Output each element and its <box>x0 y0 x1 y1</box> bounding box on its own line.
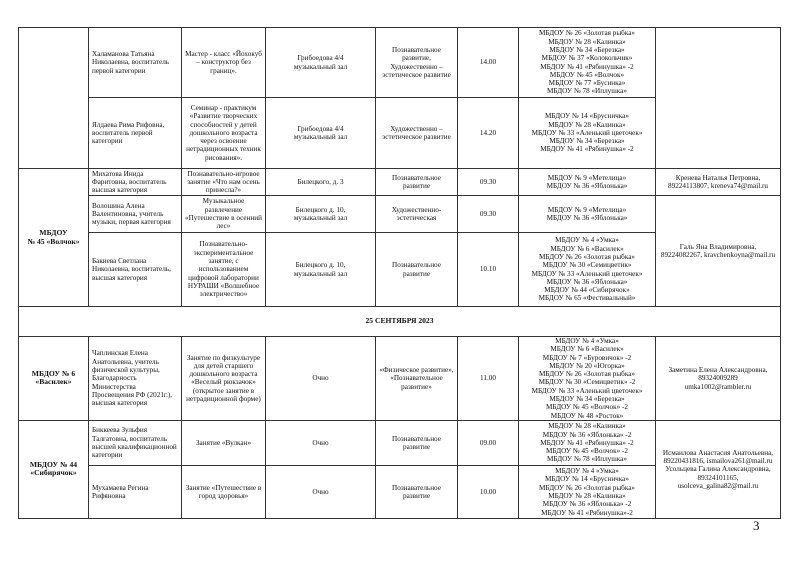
table-row <box>19 420 781 465</box>
event-cell: Семинар - практикум «Развитие творческих способностей у детей дошкольного возраста через освоение нетрадиционных техник рисования». <box>182 98 266 169</box>
event-cell: Занятие «Путешествие в город здоровья» <box>182 465 266 518</box>
event-cell: Занятие по физкультуре для детей старшего дошкольного возраста «Веселый рюкзачок» (открытое занятие в нетрадиционной форме) <box>182 337 266 421</box>
contact-cell: Кренева Наталья Петровна, 89224113807, kreneva74@mail.ru <box>656 169 781 196</box>
teacher-cell: Биккеева Зульфия Талгатовна, воспитатель высшей квалификационной категории <box>89 420 182 465</box>
area-cell: Художественно – эстетическое развитие <box>376 98 458 169</box>
teacher-cell: Бакиева Светлана Николаевна, воспитатель, высшая категория <box>89 233 182 307</box>
area-cell: Познавательное развитие <box>376 420 458 465</box>
org-cell: МБДОУ № 6 «Василек» <box>19 337 89 421</box>
time-cell: 09.30 <box>458 196 519 233</box>
date-heading: 25 СЕНТЯБРЯ 2023 <box>19 307 781 337</box>
org-cell: МБДОУ № 45 «Волчок» <box>19 169 89 307</box>
place-cell: Очно <box>266 337 376 421</box>
participants-cell: МБДОУ № 4 «Умка» МБДОУ № 14 «Брусничка» МБДОУ № 26 «Золотая рыбка» МБДОУ № 28 «Калинка» МБДОУ № 36 «Яблонька» -2 МБДОУ № 41 «Рябинушка»-2 <box>519 465 656 518</box>
time-cell: 09.00 <box>458 420 519 465</box>
contact-cell: Галь Яна Владимировна, 89224082267, kravchenkoyna@mail.ru <box>656 196 781 307</box>
place-cell: Грибоедова 4/4 музыкальный зал <box>266 28 376 98</box>
place-cell: Грибоедова 4/4 музыкальный зал <box>266 98 376 169</box>
place-cell: Очно <box>266 465 376 518</box>
area-cell: Познавательное развитие <box>376 465 458 518</box>
teacher-cell: Волошина Алена Валентиновна, учитель музыки, первая категория <box>89 196 182 233</box>
schedule-table <box>18 27 781 519</box>
time-cell: 10.10 <box>458 233 519 307</box>
contact-cell: Исмаилова Анастасия Анатольевна, 89220431816, ismailova261@mail.ru Усольцева Галина Александровна, 89324101165, usolceva_galina82@mail.ru <box>656 420 781 518</box>
time-cell: 09.30 <box>458 169 519 196</box>
place-cell: Билецкого д. 10, музыкальный зал <box>266 196 376 233</box>
place-cell: Билецкого, д. 3 <box>266 169 376 196</box>
time-cell: 14.00 <box>458 28 519 98</box>
teacher-cell: Халаманова Татьяна Николаевна, воспитатель первой категории <box>89 28 182 98</box>
area-cell: Художественно-эстетическая <box>376 196 458 233</box>
date-row <box>19 307 781 337</box>
place-cell: Очно <box>266 420 376 465</box>
teacher-cell: Чаплинская Елена Анатольевна, учитель физической культуры, Благодарность Министерства Просвещения РФ (2021г.), высшая категория <box>89 337 182 421</box>
time-cell: 10.00 <box>458 465 519 518</box>
time-cell: 14.20 <box>458 98 519 169</box>
teacher-cell: Мухамаева Регина Рифяновна <box>89 465 182 518</box>
area-cell: «Физическое развитие», «Познавательное развитие» <box>376 337 458 421</box>
participants-cell: МБДОУ № 4 «Умка» МБДОУ № 6 «Василек» МБДОУ № 7 «Буровичок» -2 МБДОУ № 20 «Югорка» МБДОУ № 26 «Золотая рыбка» МБДОУ № 30 «Семицветик» -2 МБДОУ № 33 «Аленький цветочек» МБДОУ № 34 «Березка» МБДОУ № 45 «Волчок» -2 МБДОУ № 48 «Росток» <box>519 337 656 421</box>
event-cell: Занятие «Вулкан» <box>182 420 266 465</box>
event-cell: Музыкальное развлечение «Путешествие в осенний лес» <box>182 196 266 233</box>
teacher-cell: Михатова Инида Фаритовна, воспитатель высшая категория <box>89 169 182 196</box>
participants-cell: МБДОУ № 14 «Брусничка» МБДОУ № 28 «Калинка» МБДОУ № 33 «Аленький цветочек» МБДОУ № 34 «Березка» МБДОУ № 41 «Рябинушка» -2 <box>519 98 656 169</box>
org-cell <box>19 28 89 169</box>
contact-cell: Заметина Елена Александровна, 89324009289 umka1002@rambler.ru <box>656 337 781 421</box>
participants-cell: МБДОУ № 4 «Умка» МБДОУ № 6 «Василек» МБДОУ № 26 «Золотая рыбка» МБДОУ № 30 «Семицветик» МБДОУ № 33 «Аленький цветочек» МБДОУ № 36 «Яблонька» МБДОУ № 44 «Сибирячок» МБДОУ № 65 «Фестивальный» <box>519 233 656 307</box>
page-number: 3 <box>753 518 760 533</box>
event-cell: Познавательно-игровое занятие «Что нам осень принесла?» <box>182 169 266 196</box>
org-cell: МБДОУ № 44 «Сибирячок» <box>19 420 89 518</box>
table-row <box>19 28 781 98</box>
participants-cell: МБДОУ № 26 «Золотая рыбка» МБДОУ № 28 «Калинка» МБДОУ № 34 «Березка» МБДОУ № 37 «Колокольчик» МБДОУ № 41 «Рябинушка» -2 МБДОУ № 45 «Волчок» МБДОУ № 77 «Бусинка» МБДОУ № 78 «Иплушка» <box>519 28 656 98</box>
participants-cell: МБДОУ № 28 «Калинка» МБДОУ № 36 «Яблонька» -2 МБДОУ № 41 «Рябинушка» -2 МБДОУ № 45 «Волчок» -2 МБДОУ № 78 «Иплушка» <box>519 420 656 465</box>
event-cell: Познавательно-экспериментальное занятие, с использованием цифровой лаборатории НУРАШИ «Волшебное электричество» <box>182 233 266 307</box>
place-cell: Билецкого д. 10, музыкальный зал <box>266 233 376 307</box>
table-row <box>19 169 781 196</box>
table-row <box>19 196 781 233</box>
participants-cell: МБДОУ № 9 «Метелица» МБДОУ № 36 «Яблонька» <box>519 196 656 233</box>
contact-cell <box>656 28 781 169</box>
table-row <box>19 337 781 421</box>
participants-cell: МБДОУ № 9 «Метелица» МБДОУ № 36 «Яблонька» <box>519 169 656 196</box>
time-cell: 11.00 <box>458 337 519 421</box>
event-cell: Мастер - класс «Йохокуб – конструктор без границ». <box>182 28 266 98</box>
area-cell: Познавательное развитие <box>376 233 458 307</box>
teacher-cell: Ялдаева Рима Рифовна, воспитатель первой категории <box>89 98 182 169</box>
area-cell: Познавательное развитие, Художественно – эстетическое развитие <box>376 28 458 98</box>
area-cell: Познавательное развитие <box>376 169 458 196</box>
